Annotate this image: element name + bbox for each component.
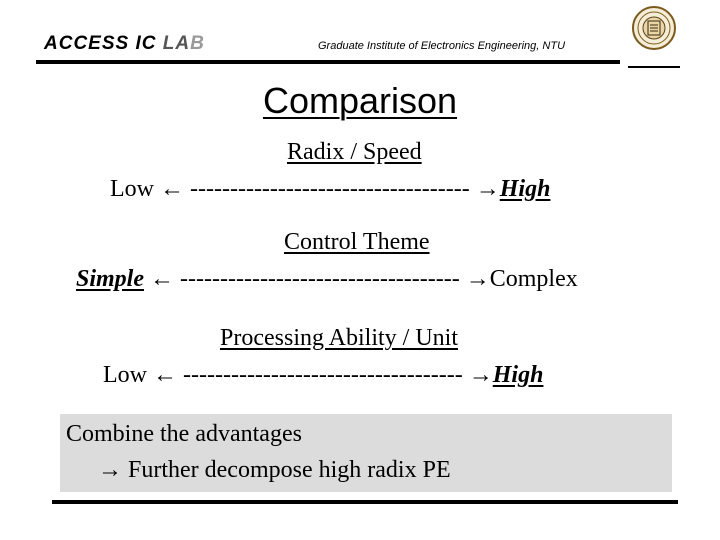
row2-left-label: Simple	[76, 266, 145, 292]
row2-dashes: -----------------------------------	[180, 266, 460, 292]
row3-left-label: Low	[103, 362, 147, 388]
arrow-right-icon: →	[468, 362, 493, 388]
row2-right-label: Complex	[489, 266, 578, 292]
arrow-right-icon: →	[465, 266, 490, 292]
summary-line-2	[98, 457, 451, 484]
row1-left-label: Low	[110, 176, 154, 202]
row1-heading: Radix / Speed	[287, 139, 422, 165]
row3-scale	[103, 363, 543, 387]
slide-title: Comparison	[262, 80, 458, 121]
row1-right-label: High	[499, 176, 551, 202]
row2-scale	[76, 267, 578, 291]
summary-line-1: Combine the advantages	[66, 421, 302, 447]
logo-underline	[628, 66, 680, 68]
arrow-left-icon: ←	[160, 176, 184, 202]
arrow-left-icon: ←	[150, 266, 175, 292]
footer-divider	[52, 500, 678, 504]
row3-right-label: High	[492, 362, 544, 388]
summary-line-2-text: Further decompose high radix PE	[128, 457, 451, 483]
arrow-right-icon: →	[98, 457, 122, 483]
row3-dashes: -----------------------------------	[183, 362, 463, 388]
arrow-left-icon: ←	[153, 362, 177, 388]
university-seal-icon	[631, 5, 677, 51]
row1-scale	[110, 177, 550, 201]
institute-name: Graduate Institute of Electronics Engineering, NTU	[318, 40, 566, 52]
row1-dashes: -----------------------------------	[190, 176, 470, 202]
arrow-right-icon: →	[475, 176, 500, 202]
header-divider	[36, 60, 620, 64]
summary-box	[60, 414, 672, 492]
lab-name: ACCESS IC LAB	[44, 33, 205, 54]
row3-heading: Processing Ability / Unit	[220, 325, 459, 351]
row2-heading: Control Theme	[284, 229, 430, 255]
